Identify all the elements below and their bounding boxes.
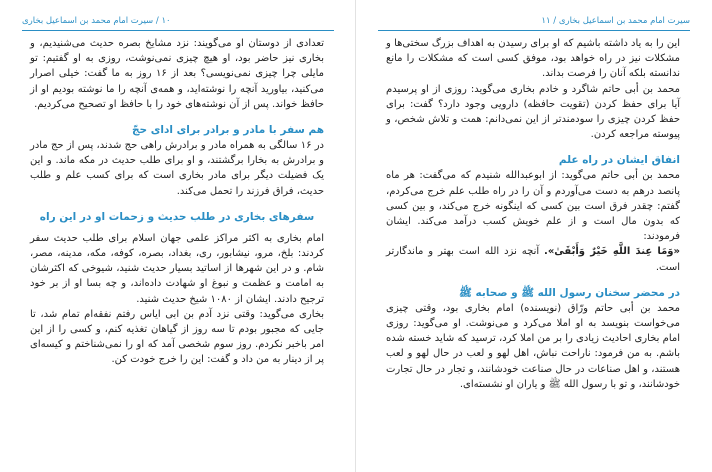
paragraph: در ۱۶ سالگی به همراه مادر و برادرش راهی حج شدند، پس از حج مادر و برادرش به بخارا برگشتند، و او برای طلب حدیث در مکه ماند. و این یک فضیلت دیگر برای مادر بخاری است که برای کسب علم و طلب حدیث، فراق فرزند را تحمل می‌کند.: [30, 140, 324, 197]
page-body: [386, 36, 680, 392]
section-heading: هم سفر با مادر و برادر برای ادای حجّ: [131, 124, 324, 137]
paragraph: امام بخاری به اکثر مراکز علمی جهان اسلام برای طلب حدیث سفر کردند: بلخ، مرو، نیشابور، ری، بغداد، بصره، کوفه، مکه، مدینه، مصر، شام. و در این شهرها از اساتید بسیار حدیث شنید، شیوخی که اکثرشان به امامت و عظمت و نبوغ او شهادت داده‌اند، و چه بسا او از بر خود ترجیح دادند. ایشان از ۱۰۸۰ شیخ حدیث شنید.: [30, 232, 324, 305]
paragraph: این را به یاد داشته باشیم که او برای رسیدن به اهداف بزرگ سختی‌ها و مشکلات نیز در راه خواهد بود، موفق کسی است که مشکلات را مانع ندانسته بلکه آنان را فرصت بداند.: [386, 38, 680, 80]
paragraph: محمد بن أبی حاتم ورّاق (نویسنده) امام بخاری بود، وقتی چیزی می‌خواست بنویسد به او املا می‌کرد و می‌نوشت. او می‌گوید: روزی امام بخاری احادیث زیادی را بر من املا کرد، ترسید که شاید خسته شده باشم. به من فرمود: ناراحت نباش، اهل لهو و لعب در حال لهو و لعب هستند، و اهل صناعات در حال صناعت خودشانند، و تجار در حال تجارت خودشانند، و تو با رسول الله ﷺ و یاران او نشسته‌ای.: [386, 302, 680, 390]
section-heading: سفرهای بخاری در طلب حدیث و زحمات او در این راه: [39, 210, 315, 223]
paragraph: محمد بن أبی حاتم شاگرد و خادم بخاری می‌گوید: روزی از او پرسیدم آیا برای حفظ کردن (تقویت حافظه) دارویی وجود دارد؟ گفت: برای حفظ کردن چیزی را سودمندتر از این نمی‌دانم: همت و تلاش شخص، و پیوسته مراجعه کردن.: [386, 83, 680, 141]
header-rule: [22, 30, 334, 31]
page-header-text: سیرت امام محمد بن اسماعیل بخاری / ۱۱: [541, 16, 690, 26]
page-header-text: ۱۰ / سیرت امام محمد بن اسماعیل بخاری: [22, 16, 171, 26]
paragraph: محمد بن أبی حاتم می‌گوید: از ابوعبدالله شنیدم که می‌گفت: هر ماه پانصد درهم به دست می‌آوردم و آن را در راه طلب علم خرج می‌کردم، گفتم: چقدر فرق است بین کسی که اینگونه خرج می‌کند، و بین کسی که بدون مال است و از علم خویش کسب درآمد می‌کند. ایشان فرمودند:: [386, 170, 680, 243]
quran-verse-line: [386, 244, 680, 274]
page-header: [22, 14, 334, 28]
header-rule: [378, 30, 690, 31]
section-heading: انفاق ایشان در راه علم: [558, 154, 680, 167]
right-page: [356, 0, 712, 472]
section-heading: در محضر سخنان رسول الله ﷺ و صحابه ﷺ: [459, 286, 680, 299]
quran-translation: آنچه نزد الله است بهتر و ماندگارتر است.: [386, 246, 680, 273]
paragraph: بخاری می‌گوید: وقتی نزد آدم بن ابی ایاس رفتم نفقه‌ام تمام شد، تا جایی که مجبور بودم تا سه روز از گیاهان تغذیه کنم، و کسی را از این امر باخبر نکردم. روز سوم شخصی آمد که او را نمی‌شناختم و کیسه‌ای پر از دینار به من داد و گفت: این را خرج خودت کن.: [30, 308, 324, 366]
page-header: [378, 14, 690, 28]
page-body: [30, 36, 324, 368]
quran-verse: «وَمَا عِندَ اللَّهِ خَيْرٌ وَأَبْقَىٰ».: [544, 246, 680, 258]
paragraph: تعدادی از دوستان او می‌گویند: نزد مشایخ بصره حدیث می‌شنیدیم، و بخاری نیز حاضر بود، او هیچ چیزی نمی‌نوشت، روزی به او گفتیم: تو مایلی چرا چیزی نمی‌نویسی؟ بعد از ۱۶ روز به ما گفت: خیلی اصرار می‌کنید، بیاورید آنچه را نوشته‌اید، و همه‌ی آنچه را ما نوشته بودیم او از حافظ خواند. پس از آن نوشته‌های خود را با حافظ او تصحیح می‌کردیم.: [30, 38, 324, 110]
